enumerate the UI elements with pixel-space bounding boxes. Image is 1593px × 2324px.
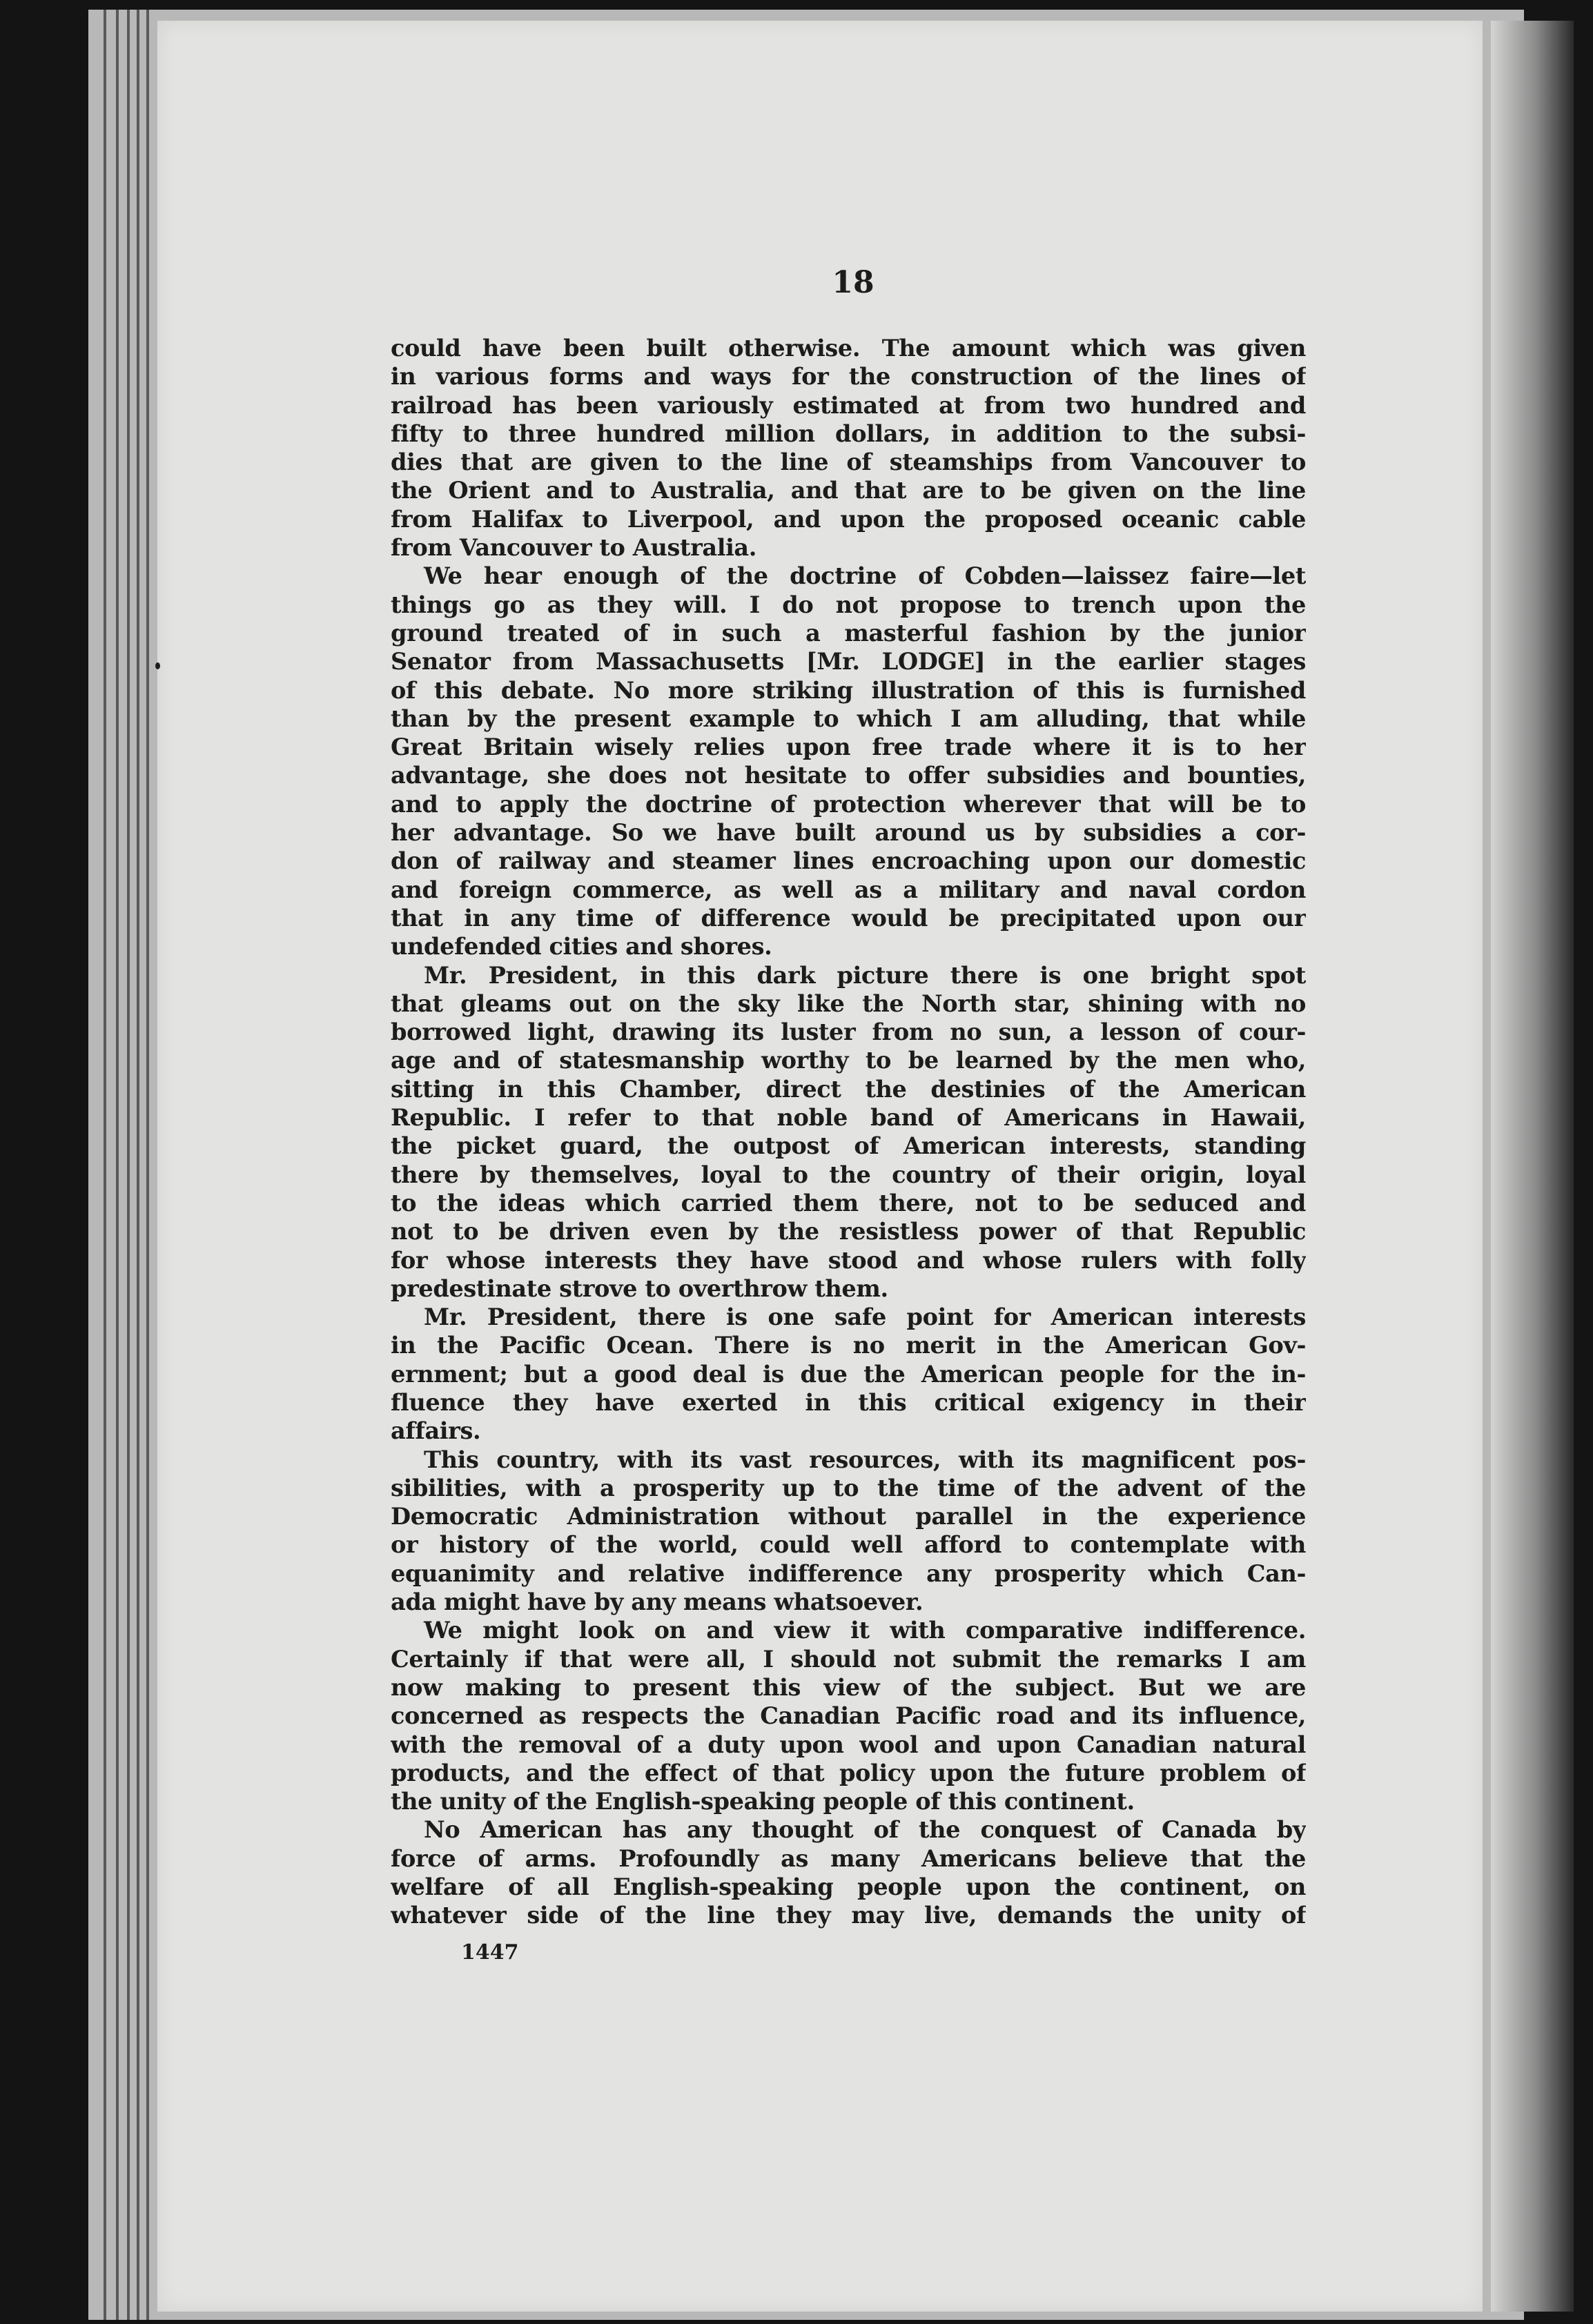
text-line: borrowed light, drawing its luster from no sun, a lesson of cour-: [391, 1018, 1306, 1046]
text-line: in various forms and ways for the construction of the lines of: [391, 362, 1306, 391]
text-line: the Orient and to Australia, and that are to be given on the line: [391, 476, 1306, 504]
text-line: force of arms. Profoundly as many Americans believe that the: [391, 1844, 1306, 1872]
text-line: concerned as respects the Canadian Pacific road and its influence,: [391, 1702, 1306, 1730]
text-line: fluence they have exerted in this critical exigency in their: [391, 1388, 1306, 1416]
page-edge: [127, 10, 130, 2320]
page-edge: [146, 10, 149, 2320]
text-line: undefended cities and shores.: [391, 932, 772, 961]
text-line: the picket guard, the outpost of American interests, standing: [391, 1132, 1306, 1160]
text-line: Senator from Massachusetts [Mr. LODGE] in the earlier stages: [391, 647, 1306, 676]
text-line: ground treated of in such a masterful fashion by the junior: [391, 618, 1306, 647]
ink-speck: [155, 662, 160, 669]
text-line: ada might have by any means whatsoever.: [391, 1588, 923, 1616]
footer-number: 1447: [461, 1940, 519, 1964]
text-line: fifty to three hundred million dollars, in addition to the subsi-: [391, 419, 1306, 447]
body-text: [391, 334, 1306, 1930]
text-line: of this debate. No more striking illustration of this is furnished: [391, 676, 1306, 704]
text-line: or history of the world, could well afford to contemplate with: [391, 1530, 1306, 1559]
text-line: sitting in this Chamber, direct the destinies of the American: [391, 1074, 1306, 1103]
page-edge: [137, 10, 139, 2320]
text-line: could have been built otherwise. The amount which was given: [391, 334, 1306, 362]
text-line: her advantage. So we have built around us by subsidies a cor-: [391, 818, 1306, 847]
text-line: for whose interests they have stood and whose rulers with folly: [391, 1245, 1306, 1274]
text-line: than by the present example to which I am alluding, that while: [391, 704, 1306, 732]
text-line: now making to present this view of the subject. But we are: [391, 1673, 1306, 1701]
text-line: products, and the effect of that policy upon the future problem of: [391, 1758, 1306, 1786]
text-line: equanimity and relative indifference any prosperity which Can-: [391, 1559, 1306, 1587]
text-line: This country, with its vast resources, with its magnificent pos-: [424, 1445, 1306, 1473]
text-line: age and of statesmanship worthy to be learned by the men who,: [391, 1046, 1306, 1074]
text-line: predestinate strove to overthrow them.: [391, 1274, 888, 1302]
page-number: 18: [832, 265, 874, 300]
text-line: from Vancouver to Australia.: [391, 533, 757, 562]
text-line: Mr. President, there is one safe point for American interests: [424, 1303, 1306, 1331]
page-gutter-shadow: [1491, 21, 1574, 2312]
text-line: there by themselves, loyal to the country of their origin, loyal: [391, 1160, 1306, 1188]
text-line: from Halifax to Liverpool, and upon the proposed oceanic cable: [391, 504, 1306, 533]
text-line: ernment; but a good deal is due the American people for the in-: [391, 1359, 1306, 1388]
text-line: No American has any thought of the conquest of Canada by: [424, 1815, 1306, 1844]
text-line: sibilities, with a prosperity up to the time of the advent of the: [391, 1473, 1306, 1501]
text-line: don of railway and steamer lines encroaching upon our domestic: [391, 847, 1306, 875]
text-line: Republic. I refer to that noble band of Americans in Hawaii,: [391, 1103, 1306, 1132]
text-line: Certainly if that were all, I should not submit the remarks I am: [391, 1644, 1306, 1673]
text-line: dies that are given to the line of steamships from Vancouver to: [391, 448, 1306, 476]
text-line: Democratic Administration without parallel in the experience: [391, 1502, 1306, 1530]
text-line: the unity of the English-speaking people of this continent.: [391, 1787, 1135, 1815]
text-line: Great Britain wisely relies upon free trade where it is to her: [391, 733, 1306, 761]
text-line: in the Pacific Ocean. There is no merit in the American Gov-: [391, 1331, 1306, 1359]
text-line: Mr. President, in this dark picture there is one bright spot: [424, 961, 1306, 989]
page-edge: [104, 10, 106, 2320]
text-line: welfare of all English-speaking people upon the continent, on: [391, 1873, 1306, 1901]
text-line: and to apply the doctrine of protection wherever that will be to: [391, 789, 1306, 818]
text-line: We hear enough of the doctrine of Cobden—laissez faire—let: [424, 562, 1306, 590]
text-line: things go as they will. I do not propose to trench upon the: [391, 590, 1306, 618]
text-line: advantage, she does not hesitate to offer subsidies and bounties,: [391, 761, 1306, 789]
text-line: affairs.: [391, 1417, 481, 1445]
text-line: that in any time of difference would be precipitated upon our: [391, 903, 1306, 932]
text-line: whatever side of the line they may live, demands the unity of: [391, 1901, 1306, 1929]
text-line: railroad has been variously estimated at from two hundred and: [391, 391, 1306, 419]
text-line: not to be driven even by the resistless power of that Republic: [391, 1217, 1306, 1245]
text-line: with the removal of a duty upon wool and upon Canadian natural: [391, 1730, 1306, 1758]
text-line: to the ideas which carried them there, not to be seduced and: [391, 1188, 1306, 1217]
text-line: and foreign commerce, as well as a military and naval cordon: [391, 875, 1306, 903]
text-line: We might look on and view it with comparative indifference.: [424, 1616, 1306, 1644]
page-edge: [116, 10, 119, 2320]
text-line: that gleams out on the sky like the North star, shining with no: [391, 989, 1306, 1017]
